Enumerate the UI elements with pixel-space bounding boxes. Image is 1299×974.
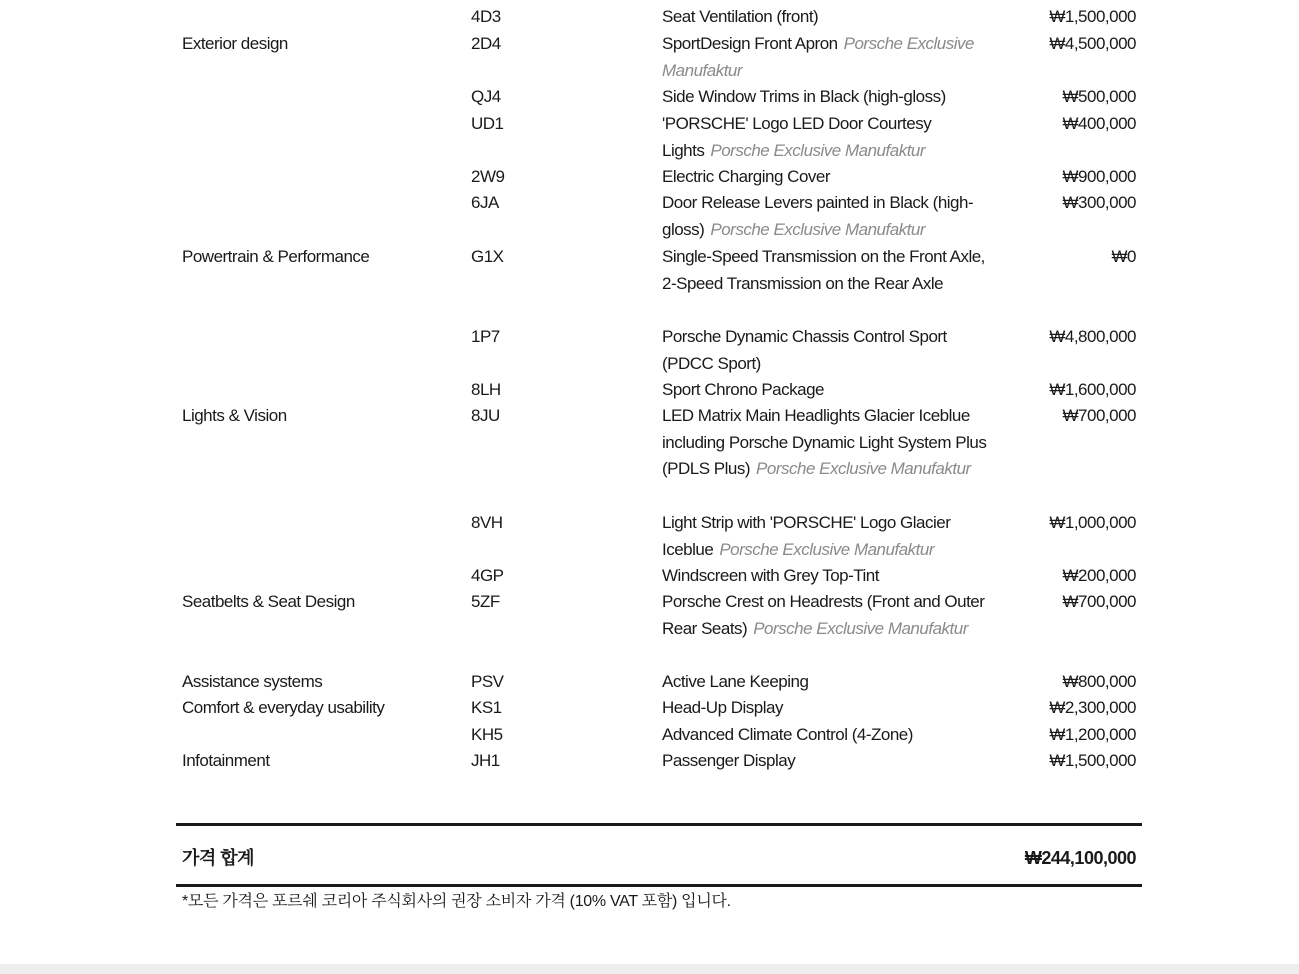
option-category: Exterior design	[182, 34, 288, 53]
option-category: Powertrain & Performance	[182, 247, 370, 266]
total-value: ₩244,100,000	[1024, 848, 1136, 868]
option-description: Side Window Trims in Black (high-gloss)	[662, 87, 946, 106]
option-price: ₩1,500,000	[1049, 7, 1136, 26]
option-description-cell	[662, 84, 998, 111]
option-description: Door Release Levers painted in Black (high-gloss)	[662, 193, 974, 239]
option-code: UD1	[471, 114, 504, 133]
option-price: ₩200,000	[1062, 566, 1136, 585]
option-description: Head-Up Display	[662, 698, 783, 717]
option-category: Infotainment	[182, 751, 270, 770]
page-bottom-edge	[0, 964, 1299, 974]
option-code: 1P7	[471, 327, 500, 346]
option-code: 8JU	[471, 406, 500, 425]
option-code: JH1	[471, 751, 500, 770]
option-description: Porsche Crest on Headrests (Front and Outer Rear Seats)	[662, 592, 985, 638]
option-price: ₩700,000	[1062, 592, 1136, 611]
option-category: Seatbelts & Seat Design	[182, 592, 355, 611]
option-description: Electric Charging Cover	[662, 167, 831, 186]
option-price: ₩0	[1111, 247, 1136, 266]
option-price: ₩2,300,000	[1049, 698, 1136, 717]
option-description: Light Strip with 'PORSCHE' Logo Glacier Iceblue	[662, 513, 951, 559]
option-description-cell	[662, 111, 998, 164]
option-description-cell	[662, 4, 998, 31]
option-price: ₩300,000	[1062, 193, 1136, 212]
option-description-cell	[662, 669, 998, 696]
option-note: Porsche Exclusive Manufaktur	[710, 219, 926, 239]
option-category: Comfort & everyday usability	[182, 698, 385, 717]
option-code: QJ4	[471, 87, 501, 106]
option-description-cell	[662, 563, 998, 590]
option-code: PSV	[471, 672, 504, 691]
option-description-cell	[662, 377, 998, 404]
option-code: 8VH	[471, 513, 503, 532]
option-code: 4GP	[471, 566, 504, 585]
option-code: 8LH	[471, 380, 501, 399]
option-description: 'PORSCHE' Logo LED Door Courtesy Lights	[662, 114, 932, 160]
option-note: Porsche Exclusive Manufaktur	[753, 618, 968, 638]
option-description-cell	[662, 722, 998, 749]
option-note: Porsche Exclusive Manufaktur	[662, 34, 974, 80]
option-price: ₩1,000,000	[1049, 513, 1136, 532]
option-description-cell	[662, 403, 998, 483]
option-description: Windscreen with Grey Top-Tint	[662, 566, 879, 585]
option-price: ₩1,500,000	[1049, 751, 1136, 770]
option-description: SportDesign Front Apron	[662, 34, 838, 53]
option-description-cell	[662, 748, 998, 775]
option-description-cell	[662, 244, 998, 297]
option-code: 6JA	[471, 193, 499, 212]
option-description: Passenger Display	[662, 751, 796, 770]
option-code: 4D3	[471, 7, 501, 26]
option-description: Advanced Climate Control (4-Zone)	[662, 725, 913, 744]
option-price: ₩4,500,000	[1049, 34, 1136, 53]
price-footnote: *모든 가격은 포르쉐 코리아 주식회사의 권장 소비자 가격 (10% VAT 포함) 입니다.	[182, 893, 731, 910]
option-category: Lights & Vision	[182, 406, 287, 425]
option-description-cell	[662, 190, 998, 243]
option-code: 2D4	[471, 34, 501, 53]
option-price: ₩700,000	[1062, 406, 1136, 425]
option-price: ₩4,800,000	[1049, 327, 1136, 346]
option-code: KH5	[471, 725, 503, 744]
total-top-rule	[176, 823, 1142, 826]
option-category: Assistance systems	[182, 672, 323, 691]
option-description: Single-Speed Transmission on the Front Axle, 2-Speed Transmission on the Rear Axle	[662, 247, 985, 293]
option-note: Porsche Exclusive Manufaktur	[710, 140, 926, 160]
option-description-cell	[662, 510, 998, 563]
option-note: Porsche Exclusive Manufaktur	[719, 539, 934, 559]
option-code: G1X	[471, 247, 504, 266]
option-description-cell	[662, 31, 998, 84]
option-price: ₩800,000	[1062, 672, 1136, 691]
total-bottom-rule	[176, 884, 1142, 887]
option-price: ₩1,200,000	[1049, 725, 1136, 744]
option-price: ₩1,600,000	[1049, 380, 1136, 399]
option-code: KS1	[471, 698, 502, 717]
option-description-cell	[662, 324, 998, 377]
option-note: Porsche Exclusive Manufaktur	[756, 459, 971, 478]
option-description: LED Matrix Main Headlights Glacier Iceblue including Porsche Dynamic Light System Plus (PDLS Plus)	[662, 406, 987, 478]
option-description: Active Lane Keeping	[662, 672, 809, 691]
option-description-cell	[662, 589, 998, 642]
option-description-cell	[662, 164, 998, 191]
option-description: Sport Chrono Package	[662, 380, 824, 399]
option-price: ₩400,000	[1062, 114, 1136, 133]
option-description: Seat Ventilation (front)	[662, 7, 819, 26]
option-code: 2W9	[471, 167, 505, 186]
option-description: Porsche Dynamic Chassis Control Sport (PDCC Sport)	[662, 327, 947, 373]
option-code: 5ZF	[471, 592, 500, 611]
option-price: ₩500,000	[1062, 87, 1136, 106]
option-price: ₩900,000	[1062, 167, 1136, 186]
total-label: 가격 합계	[182, 848, 255, 868]
option-description-cell	[662, 695, 998, 722]
